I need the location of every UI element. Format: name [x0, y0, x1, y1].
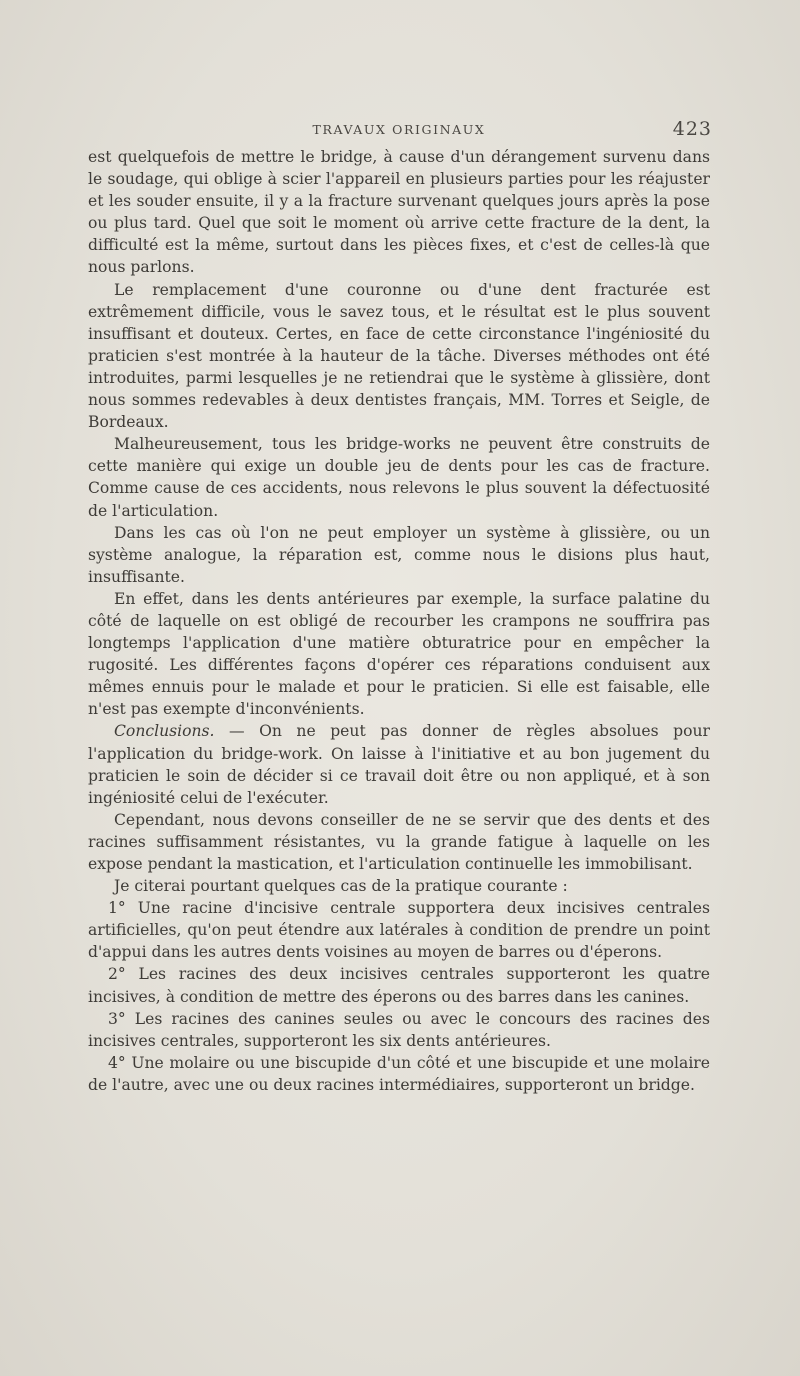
paragraph: est quelquefois de mettre le bridge, à cause d'un dérangement survenu dans le soudage, qui oblige à scier l'appareil en plusieurs parties pour les réajuster et les souder ensuite, il y a la fracture survenant quelques jours après la pose ou plus tard. Quel que soit le moment où arrive cette fracture de la dent, la difficulté est la même, surtout dans les pièces fixes, et c'est de celles-là que nous parlons. [88, 148, 710, 277]
paragraph: Je citerai pourtant quelques cas de la pratique courante : [114, 877, 568, 896]
list-item: 3° Les racines des canines seules ou avec le concours des racines des incisives centrales, supporteront les six dents antérieures. [88, 1009, 710, 1050]
page-header [88, 118, 710, 142]
page-number: 423 [672, 118, 712, 140]
paragraph: Malheureusement, tous les bridge-works ne peuvent être construits de cette manière qui exige un double jeu de dents pour les cas de fracture. Comme cause de ces accidents, nous relevons le plus souvent la défectuosité de l'articulation. [88, 435, 710, 520]
paragraph: Dans les cas où l'on ne peut employer un système à glissière, ou un système analogue, la réparation est, comme nous le disions plus haut, insuffisante. [88, 523, 710, 586]
conclusions-paragraph [88, 720, 710, 808]
list-item: 1° Une racine d'incisive centrale supportera deux incisives centrales artificielles, qu'on peut étendre aux latérales à condition de prendre un point d'appui dans les autres dents voisines au moyen de barres ou d'éperons. [88, 899, 710, 962]
paragraph: En effet, dans les dents antérieures par exemple, la surface palatine du côté de laquelle on est obligé de recourber les crampons ne souffrira pas longtemps l'application d'une matière obturatrice pour en empêcher la rugosité. Les différentes façons d'opérer ces réparations conduisent aux mêmes ennuis pour le malade et pour le praticien. Si elle est faisable, elle n'est pas exempte d'inconvénients. [88, 589, 710, 719]
running-title: TRAVAUX ORIGINAUX [312, 122, 486, 137]
paragraph: Cependant, nous devons conseiller de ne se servir que des dents et des racines suffisamment résistantes, vu la grande fatigue à laquelle on les expose pendant la mastication, et l'articulation continuelle les immobilisant. [88, 810, 710, 873]
paragraph: Le remplacement d'une couronne ou d'une dent fracturée est extrêmement difficile, vous le savez tous, et le résultat est le plus souvent insuffisant et douteux. Certes, en face de cette circonstance l'ingéniosité du praticien s'est montrée à la hauteur de la tâche. Diverses méthodes ont été introduites, parmi lesquelles je ne retiendrai que le système à glissière, dont nous sommes redevables à deux dentistes français, MM. Torres et Seigle, de Bordeaux. [88, 280, 710, 432]
conclusions-heading: Conclusions. [114, 722, 215, 741]
list-item: 4° Une molaire ou une biscupide d'un côté et une biscupide et une molaire de l'autre, avec une ou deux racines intermédiaires, supporteront un bridge. [88, 1053, 710, 1094]
conclusions-text: — On ne peut pas donner de règles absolues pour l'application du bridge-work. On laisse à l'initiative et au bon jugement du praticien le soin de décider si ce travail doit être ou non appliqué, et à son ingéniosité celui de l'exécuter. [88, 722, 710, 807]
body-text [88, 146, 710, 1096]
list-item: 2° Les racines des deux incisives centrales supporteront les quatre incisives, à condition de mettre des éperons ou des barres dans les canines. [88, 965, 710, 1006]
